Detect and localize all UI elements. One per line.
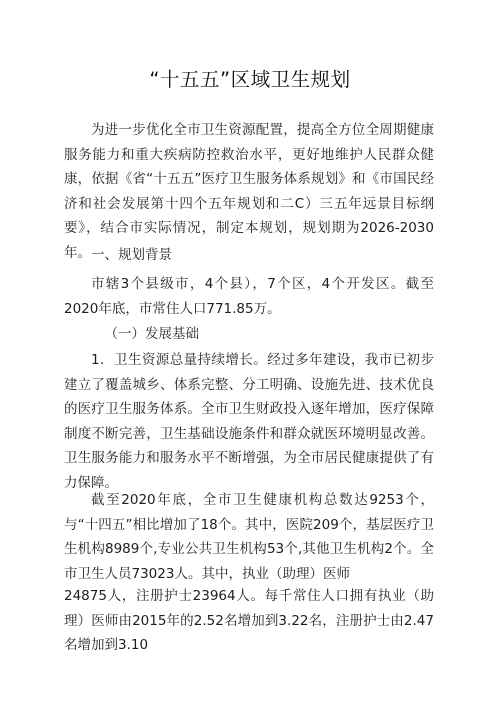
statistics-paragraph: 截至2020年底，全市卫生健康机构总数达9253个，与“十四五”相比增加了18个。其中，医院209个，基层医疗卫生机构8989个,专业公共卫生机构53个,其他卫生机构2个。全市卫生人员73023人。其中，执业（助理）医师 (64, 492, 434, 582)
document-title: “十五五”区域卫生规划 (149, 68, 351, 91)
subsection-heading-foundation: （一）发展基础 (104, 326, 199, 342)
intro-paragraph: 为进一步优化全市卫生资源配置，提高全方位全周期健康服务能力和重大疾病防控救治水平，更好地维护人民群众健康，依据《省“十五五”医疗卫生服务体系规划》和《市国民经济和社会发展第十四个五年规划和二C）三五年远景目标纲要》，结合市实际情况，制定本规划，规划期为2026-2030年。 (64, 122, 434, 261)
point-resource-growth: 1．卫生资源总量持续增长。经过多年建设，我市已初步建立了覆盖城乡、体系完整、分工明确、设施先进、技术优良的医疗卫生服务体系。全市卫生财政投入逐年增加，医疗保障制度不断完善，卫生基础设施条件和群众就医环境明显改善。卫生服务能力和服务水平不断增强，为全市居民健康提供了有力保障。 (64, 352, 434, 491)
section-background-text: 市辖3个县级市，4个县），7个区，4个开发区。截至2020年底，市常住人口771.85万。 (64, 276, 434, 317)
section-heading-background: 一、规划背景 (91, 247, 172, 263)
statistics-continued: 24875人，注册护士23964人。每千常住人口拥有执业（助理）医师由2015年的2.52名增加到3.22名，注册护士由2.47名增加到3.10 (64, 588, 434, 653)
